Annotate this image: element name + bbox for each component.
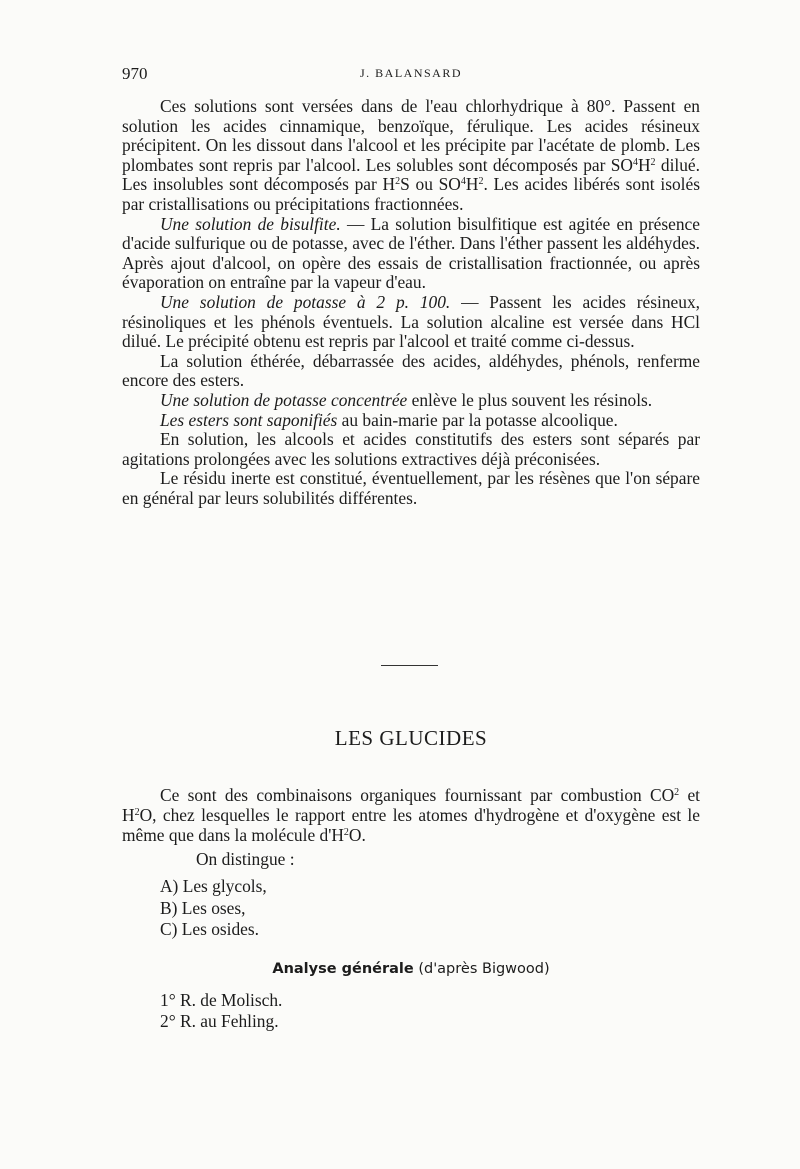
analysis-heading: Analyse générale (d'après Bigwood) bbox=[272, 961, 550, 977]
section-divider bbox=[381, 665, 438, 666]
paragraph-4: La solution éthérée, débarrassée des acides, aldéhydes, phénols, renferme encore des esters. bbox=[122, 350, 700, 391]
paragraph-6-lead: Les esters sont saponifiés bbox=[160, 409, 338, 430]
list-item: C) Les osides. bbox=[160, 919, 260, 939]
paragraph-3-lead: Une solution de potasse à 2 p. 100. bbox=[160, 291, 451, 312]
paragraph-5-lead: Une solution de potasse concentrée bbox=[160, 389, 408, 410]
page-number: 970 bbox=[122, 64, 148, 83]
paragraph-1: Ces solutions sont versées dans de l'eau chlorhydrique à 80°. Passent en solution les acides cinnamique, benzoïque, férulique. Les acides résineux précipitent. On les dissout dans l'alcool et les précipite par l'acétate de plomb. Les plombates sont repris par l'alcool. Les solubles sont décomposés par $SO^4H^2$ dilué. Les insolubles sont décomposés par $H^2S$ ou $SO^4H^2$. Les acides libérés sont isolés par cristallisations ou précipitations fractionnées. bbox=[122, 96, 701, 214]
paragraph-2-lead: Une solution de bisulfite. bbox=[160, 213, 341, 234]
list-item: 1° R. de Molisch. bbox=[160, 990, 283, 1010]
paragraph-7: En solution, les alcools et acides constitutifs des esters sont séparés par agitations prolongées avec les solutions extractives déjà préconisées. bbox=[122, 429, 700, 469]
paragraph-6: Les esters sont saponifiés au bain-marie par la potasse alcoolique. bbox=[160, 409, 618, 430]
paragraph-2: Une solution de bisulfite. — La solution bisulfitique est agitée en présence d'acide sulfurique ou de potasse, avec de l'éther. Dans l'éther passent les aldéhydes. Après ajout d'alcool, on opère des essais de cristallisation fractionnée, ou après évaporation on entraîne par la vapeur d'eau. bbox=[122, 213, 700, 293]
list-item: 2° R. au Fehling. bbox=[160, 1011, 279, 1031]
paragraph-3: Une solution de potasse à 2 p. 100. — Passent les acides résineux, résinoliques et les phénols éventuels. La solution alcaline est versée dans HCl dilué. Le précipité obtenu est repris par l'alcool et traité comme ci-dessus. bbox=[122, 291, 700, 352]
list-item: A) Les glycols, bbox=[160, 876, 267, 896]
list-item: B) Les oses, bbox=[160, 897, 246, 918]
section-intro: Ce sont des combinaisons organiques fournissant par combustion $CO^2$ et $H^2O$, chez lesquelles le rapport entre les atomes d'hydrogène et d'oxygène est le même que dans la molécule $d'H^2O$. bbox=[122, 785, 701, 845]
page-header bbox=[122, 64, 700, 86]
paragraph-8: Le résidu inerte est constitué, éventuellement, par les résènes que l'on sépare en général par leurs solubilités différentes. bbox=[122, 468, 700, 508]
running-head: J. BALANSARD bbox=[359, 66, 462, 80]
paragraph-5: Une solution de potasse concentrée enlève le plus souvent les résinols. bbox=[160, 389, 653, 410]
category-list bbox=[160, 876, 267, 941]
section-title: LES GLUCIDES bbox=[334, 726, 488, 750]
test-list bbox=[160, 990, 282, 1032]
distinguish-line: On distingue : bbox=[196, 849, 295, 869]
body-text bbox=[122, 97, 700, 508]
